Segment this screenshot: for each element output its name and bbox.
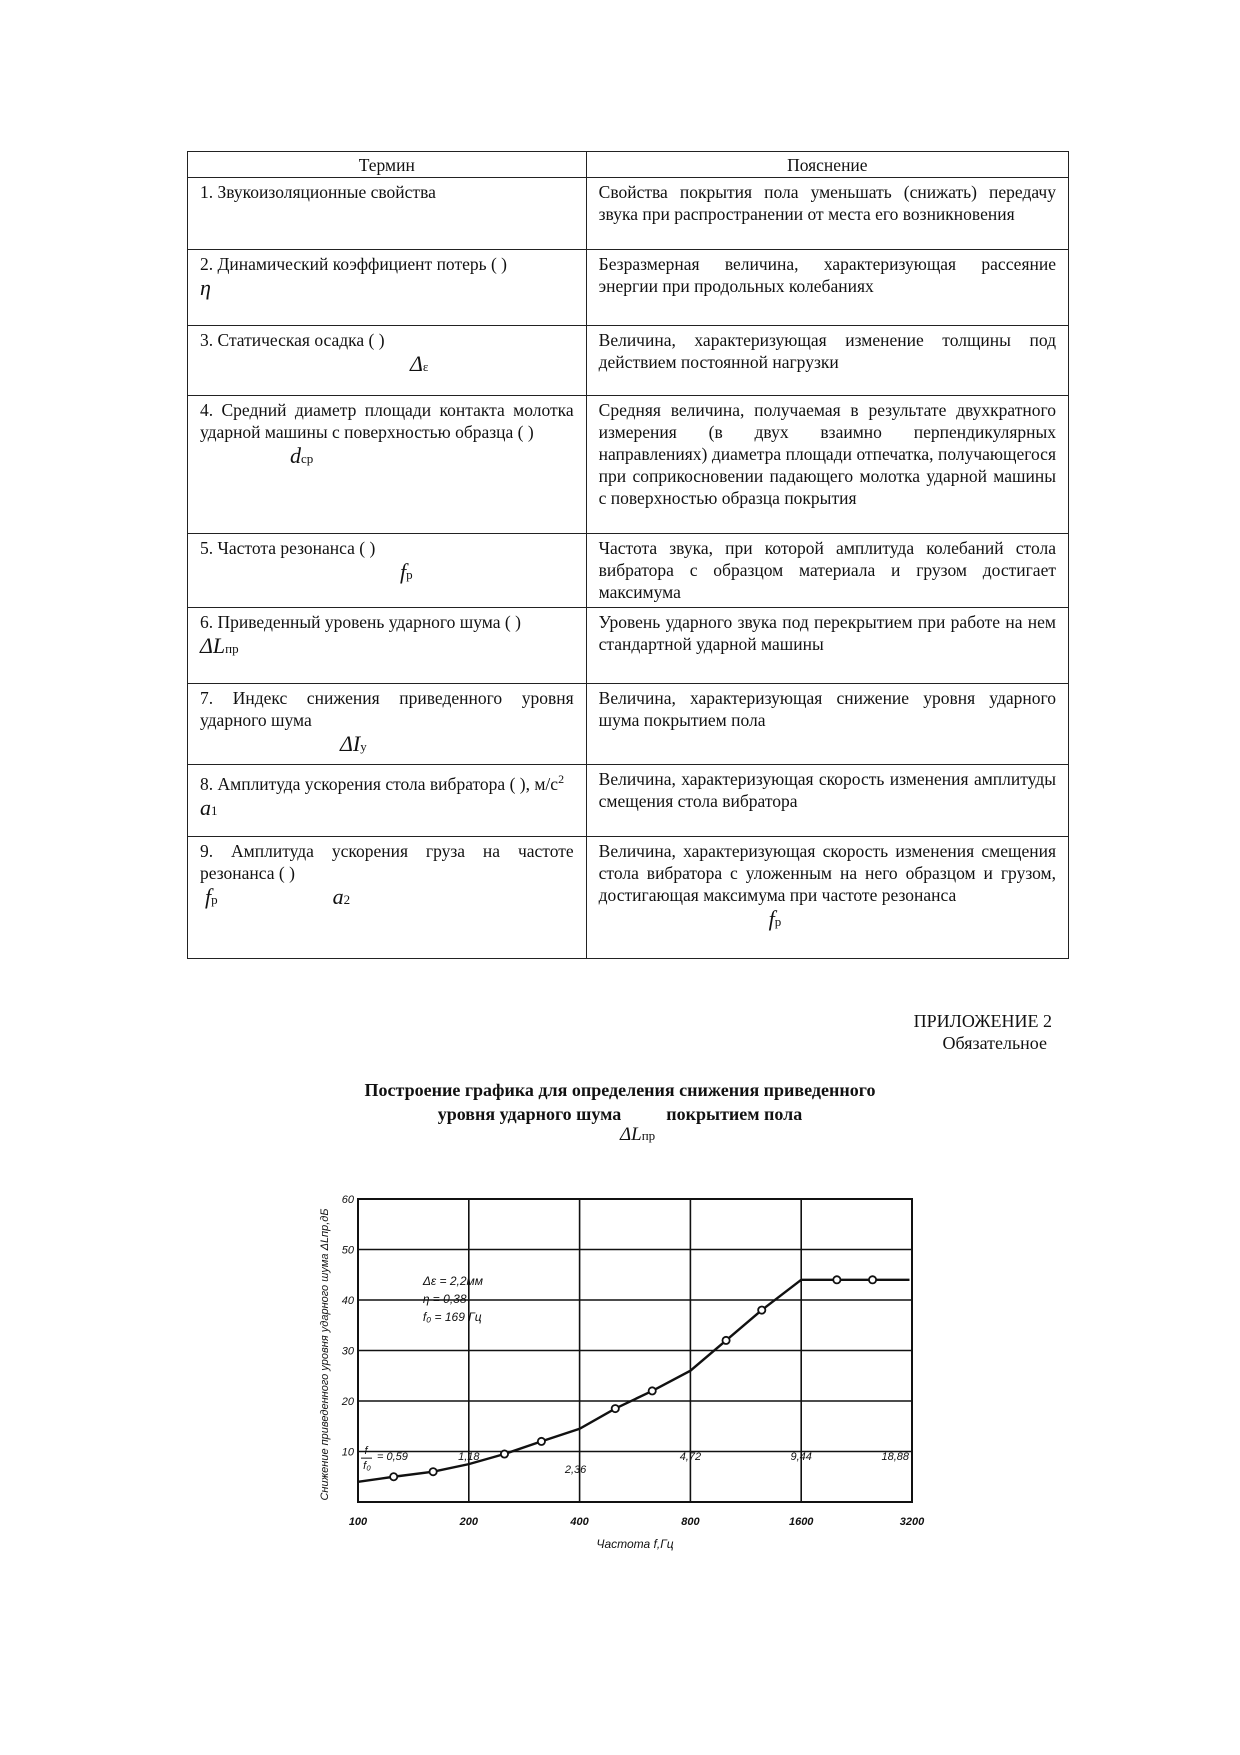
definition-cell bbox=[586, 326, 1068, 396]
definition-cell bbox=[586, 250, 1068, 326]
data-point bbox=[649, 1387, 656, 1394]
symbol-main: η bbox=[200, 275, 211, 300]
symbol-sub: р bbox=[211, 892, 218, 907]
table-row bbox=[188, 534, 1069, 608]
definition-text: Свойства покрытия пола уменьшать (снижать) передачу звука при распространении от места его возникновения bbox=[598, 182, 1056, 224]
ratio-tick-label: 1,18 bbox=[458, 1451, 480, 1464]
term-text: 5. Частота резонанса ( ) bbox=[200, 538, 376, 558]
parameter-label: Δε = 2,2мм bbox=[422, 1273, 483, 1288]
symbol2-main: a bbox=[332, 884, 344, 909]
data-point bbox=[501, 1450, 508, 1457]
ratio-tick-label: = 0,59 bbox=[377, 1451, 408, 1464]
term-cell bbox=[188, 396, 587, 534]
data-point bbox=[758, 1307, 765, 1314]
y-tick-label: 40 bbox=[341, 1295, 354, 1307]
term-text: 8. Амплитуда ускорения стола вибратора ( ), м/с bbox=[200, 773, 559, 794]
symbol-main: ΔL bbox=[200, 633, 226, 658]
def-symbol-main: f bbox=[768, 906, 775, 931]
ratio-f0-label: f₀ bbox=[363, 1460, 371, 1473]
table-row bbox=[188, 396, 1069, 534]
symbol-sub: 1 bbox=[211, 802, 218, 818]
y-tick-label: 30 bbox=[341, 1345, 354, 1358]
term-symbol bbox=[200, 275, 574, 304]
data-point bbox=[869, 1276, 876, 1283]
term-symbol bbox=[200, 884, 574, 913]
definition-cell bbox=[586, 396, 1068, 534]
x-axis-label: Частота f,Гц bbox=[596, 1537, 674, 1551]
y-tick-label: 10 bbox=[341, 1446, 354, 1459]
data-point bbox=[722, 1337, 729, 1344]
term-cell bbox=[188, 608, 587, 684]
x-tick-label: 3200 bbox=[899, 1516, 925, 1528]
parameter-label: η = 0,38 bbox=[422, 1291, 467, 1306]
definition-text: Уровень ударного звука под перекрытием при работе на нем стандартной ударной машины bbox=[598, 612, 1056, 654]
x-tick-label: 1600 bbox=[788, 1516, 814, 1528]
graph-title-symbol bbox=[620, 1124, 655, 1146]
ratio-tick-label: 4,72 bbox=[679, 1451, 702, 1464]
term-text: 1. Звукоизоляционные свойства bbox=[200, 182, 436, 202]
term-symbol bbox=[200, 731, 574, 760]
parameter-label: f₀ = 169 Гц bbox=[422, 1309, 482, 1324]
symbol-sub: р bbox=[406, 567, 413, 582]
data-point bbox=[833, 1276, 840, 1283]
definition-text: Величина, характеризующая изменение толщины под действием постоянной нагрузки bbox=[598, 330, 1056, 372]
table-row bbox=[188, 837, 1069, 959]
y-tick-label: 60 bbox=[341, 1194, 354, 1206]
appendix-heading bbox=[914, 1010, 1052, 1054]
term-text: 7. Индекс снижения приведенного уровня ударного шума bbox=[200, 688, 574, 730]
definition-cell bbox=[586, 178, 1068, 250]
graph-symbol-main: ΔL bbox=[620, 1124, 642, 1145]
table-row bbox=[188, 684, 1069, 765]
term-cell bbox=[188, 178, 587, 250]
symbol-sub: у bbox=[360, 739, 367, 754]
graph-symbol-sub: пр bbox=[641, 1128, 656, 1143]
noise-reduction-chart bbox=[300, 1165, 940, 1565]
term-text: 6. Приведенный уровень ударного шума ( ) bbox=[200, 612, 521, 632]
term-cell bbox=[188, 250, 587, 326]
appendix-status: Обязательное bbox=[942, 1033, 1047, 1053]
ratio-tick-label: 18,88 bbox=[881, 1451, 909, 1464]
symbol-sub: пр bbox=[225, 641, 239, 656]
table-row bbox=[188, 765, 1069, 837]
header-term: Термин bbox=[188, 152, 587, 178]
symbol-main: f bbox=[205, 884, 212, 909]
definition-cell bbox=[586, 608, 1068, 684]
x-tick-label: 100 bbox=[348, 1516, 368, 1528]
data-point bbox=[538, 1438, 545, 1445]
terms-table bbox=[187, 151, 1069, 959]
definition-text: Безразмерная величина, характеризующая рассеяние энергии при продольных колебаниях bbox=[598, 254, 1056, 296]
symbol-main: a bbox=[200, 794, 211, 820]
term-cell bbox=[188, 326, 587, 396]
term-cell bbox=[188, 765, 587, 837]
term-text: 4. Средний диаметр площади контакта молотка ударной машины с поверхностью образца ( ) bbox=[200, 400, 574, 442]
symbol-main: ΔI bbox=[340, 731, 361, 756]
definition-text: Средняя величина, получаемая в результате двухкратного измерения (в двух взаимно перпендикулярных направлениях) диаметра площади отпечатка, получающегося при соприкосновении падающего молотка ударной машины с поверхностью образца покрытия bbox=[598, 400, 1056, 508]
symbol2-sub: 2 bbox=[343, 892, 351, 907]
graph-title-line1: Построение графика для определения снижения приведенного bbox=[364, 1080, 876, 1100]
table-row bbox=[188, 250, 1069, 326]
symbol-main: d bbox=[290, 443, 301, 468]
data-point bbox=[430, 1468, 437, 1475]
x-tick-label: 400 bbox=[570, 1516, 589, 1528]
term-symbol bbox=[200, 633, 574, 662]
definition-symbol bbox=[599, 906, 1056, 935]
ratio-tick-label: 2,36 bbox=[564, 1464, 587, 1477]
x-tick-label: 200 bbox=[459, 1516, 478, 1528]
table-header-row bbox=[188, 152, 1069, 178]
term-symbol bbox=[200, 351, 574, 380]
symbol-sub: ε bbox=[422, 359, 429, 374]
symbol-sub: ср bbox=[301, 451, 314, 466]
definition-cell bbox=[586, 765, 1068, 837]
term-text: 2. Динамический коэффициент потерь ( ) bbox=[200, 254, 508, 274]
symbol-main: Δ bbox=[410, 351, 423, 376]
definition-text: Величина, характеризующая скорость изменения амплитуды смещения стола вибратора bbox=[598, 769, 1056, 811]
ratio-f-label: f bbox=[364, 1445, 368, 1458]
term-symbol bbox=[200, 443, 574, 472]
y-axis-label: Снижение приведенного уровня ударного шума ΔLпр,дБ bbox=[319, 1208, 331, 1501]
term-symbol bbox=[200, 559, 574, 588]
y-tick-label: 50 bbox=[341, 1244, 354, 1257]
term-cell bbox=[188, 534, 587, 608]
definition-cell bbox=[586, 534, 1068, 608]
definition-cell bbox=[586, 837, 1068, 959]
term-text: 9. Амплитуда ускорения груза на частоте резонанса ( ) bbox=[200, 841, 574, 883]
unit-superscript: 2 bbox=[558, 772, 565, 786]
data-point bbox=[390, 1473, 397, 1480]
header-definition: Пояснение bbox=[586, 152, 1068, 178]
graph-title bbox=[250, 1078, 990, 1126]
definition-cell bbox=[586, 684, 1068, 765]
term-cell bbox=[188, 837, 587, 959]
definition-text: Величина, характеризующая скорость изменения смещения стола вибратора с уложенным на него образцом и грузом, достигающая максимума при частоте резонанса bbox=[598, 841, 1056, 905]
term-cell bbox=[188, 684, 587, 765]
term-text: 3. Статическая осадка ( ) bbox=[200, 330, 385, 350]
y-tick-label: 20 bbox=[341, 1396, 354, 1408]
def-symbol-sub: р bbox=[774, 914, 782, 929]
definition-text: Величина, характеризующая снижение уровня ударного шума покрытием пола bbox=[598, 688, 1056, 730]
data-point bbox=[612, 1405, 619, 1412]
definition-text: Частота звука, при которой амплитуда колебаний стола вибратора с образцом материала и грузом достигает максимума bbox=[598, 538, 1056, 602]
graph-title-line2: уровня ударного шума покрытием пола bbox=[437, 1104, 803, 1124]
term-symbol bbox=[200, 795, 574, 824]
appendix-label: ПРИЛОЖЕНИЕ 2 bbox=[913, 1011, 1052, 1031]
table-row bbox=[188, 326, 1069, 396]
symbol-main: f bbox=[400, 559, 407, 584]
ratio-tick-label: 9,44 bbox=[790, 1451, 812, 1464]
table-row bbox=[188, 608, 1069, 684]
table-row bbox=[188, 178, 1069, 250]
x-tick-label: 800 bbox=[681, 1516, 700, 1528]
